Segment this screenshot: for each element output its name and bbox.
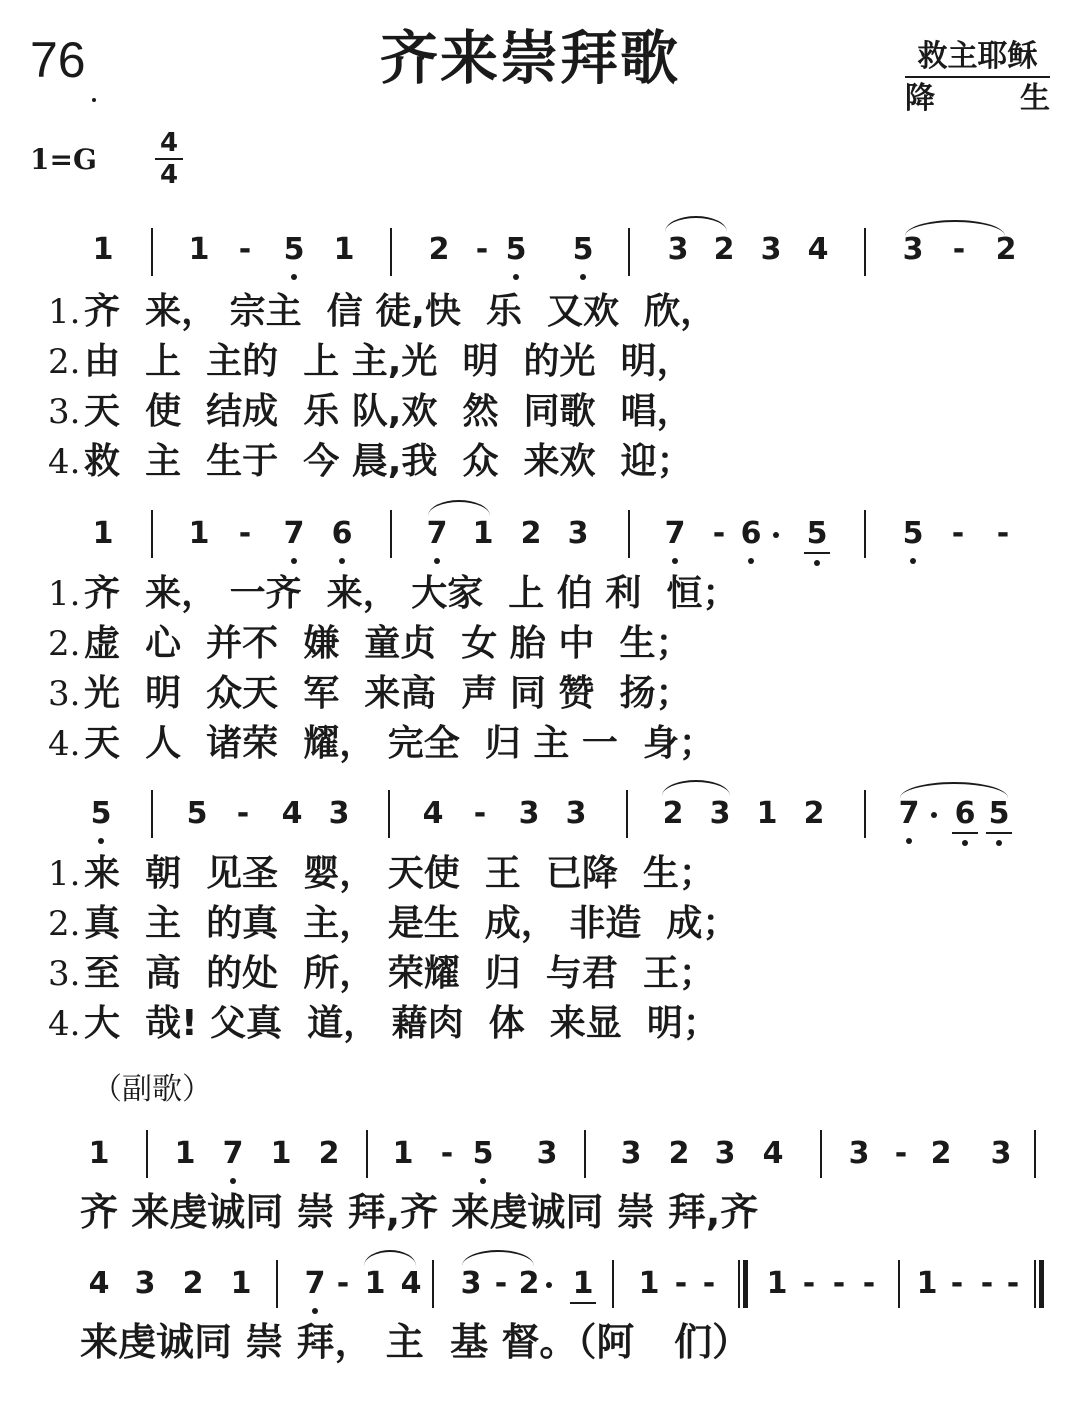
lower-octave-dot — [434, 558, 440, 564]
note: 3 — [620, 1136, 642, 1171]
note: 3 — [565, 796, 587, 831]
note: 4 — [88, 1266, 110, 1301]
note: 4 — [762, 1136, 784, 1171]
note: 1 — [230, 1266, 252, 1301]
note: 5 — [186, 796, 208, 831]
underline — [570, 1302, 596, 1304]
barline — [276, 1260, 278, 1308]
barline — [388, 790, 390, 838]
note: - — [702, 1266, 716, 1301]
time-signature-top: 4 — [155, 128, 183, 160]
note: 3 — [536, 1136, 558, 1171]
note: 2 — [428, 232, 450, 267]
note: 2 — [520, 516, 542, 551]
time-signature — [155, 128, 183, 190]
barline — [151, 510, 153, 558]
note: - — [996, 516, 1010, 551]
slur — [428, 500, 490, 516]
note: 7 — [426, 516, 448, 551]
lyric-line: 虚 心 并不 嫌 童贞 女 胎 中 生； — [84, 623, 692, 664]
note: - — [1006, 1266, 1020, 1301]
note: 1 — [472, 516, 494, 551]
verse-number: 2. — [48, 342, 81, 382]
lower-octave-dot — [996, 840, 1002, 846]
note: 3 — [328, 796, 350, 831]
barline — [366, 1130, 368, 1178]
verse-number: 3. — [48, 392, 81, 432]
note: 7 — [283, 516, 305, 551]
lower-octave-dot — [230, 1178, 236, 1184]
verse-number: 4. — [48, 442, 81, 482]
note: 3 — [990, 1136, 1012, 1171]
lyric-line: 天 使 结成 乐 队,欢 然 同歌 唱， — [84, 391, 693, 432]
note: 2 — [713, 232, 735, 267]
subtitle-line-2b: 生 — [1020, 81, 1050, 116]
note: 3 — [567, 516, 589, 551]
note: 5 — [902, 516, 924, 551]
note: 4 — [400, 1266, 422, 1301]
verse-number: 1. — [48, 292, 81, 332]
barline — [864, 790, 866, 838]
lower-octave-dot — [748, 558, 754, 564]
note: 3 — [709, 796, 731, 831]
note: 3 — [667, 232, 689, 267]
lower-octave-dot — [339, 558, 345, 564]
note: - — [862, 1266, 876, 1301]
mark-dot — [92, 98, 96, 102]
note: 6 — [740, 516, 762, 551]
note: 1 — [572, 1266, 594, 1301]
refrain-lyric-line-1: 齐 来虔诚同 崇 拜,齐 来虔诚同 崇 拜,齐 — [80, 1190, 759, 1234]
note: 3 — [902, 232, 924, 267]
barline — [628, 510, 630, 558]
note: 3 — [848, 1136, 870, 1171]
note: 1 — [92, 232, 114, 267]
lyric-line: 齐 来， 一齐 来， 大家 上 伯 利 恒； — [84, 573, 739, 614]
note: 2 — [182, 1266, 204, 1301]
time-signature-bottom: 4 — [159, 160, 179, 190]
lower-octave-dot — [906, 838, 912, 844]
lower-octave-dot — [291, 558, 297, 564]
note: 5 — [472, 1136, 494, 1171]
note: 7 — [222, 1136, 244, 1171]
note: - — [674, 1266, 688, 1301]
underline — [986, 832, 1012, 834]
note: 2 — [930, 1136, 952, 1171]
barline — [626, 790, 628, 838]
note: 7 — [304, 1266, 326, 1301]
barline — [390, 510, 392, 558]
note: 2 — [518, 1266, 540, 1301]
lower-octave-dot — [580, 274, 586, 280]
lyric-line: 光 明 众天 军 来高 声 同 赞 扬； — [84, 673, 692, 714]
note: 7 — [898, 796, 920, 831]
note: 1 — [364, 1266, 386, 1301]
slur — [364, 1250, 416, 1266]
hymn-number: 76 — [30, 32, 86, 88]
barline — [628, 228, 630, 276]
lyric-line: 大 哉! 父真 道， 藉肉 体 来显 明； — [84, 1003, 719, 1044]
barline — [584, 1130, 586, 1178]
note: 5 — [90, 796, 112, 831]
barline — [612, 1260, 614, 1308]
note: - — [950, 1266, 964, 1301]
verse-number: 2. — [48, 624, 81, 664]
note: 1 — [766, 1266, 788, 1301]
refrain-lyric-line-2: 来虔诚同 崇 拜， 主 基 督。（阿 们） — [80, 1320, 751, 1364]
slur — [462, 1250, 534, 1266]
barline — [151, 228, 153, 276]
lyric-line: 来 朝 见圣 婴， 天使 王 已降 生； — [84, 853, 715, 894]
note: 4 — [281, 796, 303, 831]
lower-octave-dot — [814, 560, 820, 566]
note: - — [832, 1266, 846, 1301]
note: 4 — [807, 232, 829, 267]
lyric-line: 齐 来， 宗主 信 徒,快 乐 又欢 欣， — [84, 291, 717, 332]
note: 1 — [270, 1136, 292, 1171]
barline — [151, 790, 153, 838]
note: 1 — [916, 1266, 938, 1301]
note: 3 — [460, 1266, 482, 1301]
lower-octave-dot — [98, 838, 104, 844]
note: 6 — [331, 516, 353, 551]
lyric-line: 天 人 诸荣 耀， 完全 归 主 一 身； — [84, 723, 715, 764]
barline — [390, 228, 392, 276]
barline — [820, 1130, 822, 1178]
note: 1 — [756, 796, 778, 831]
note: - — [712, 516, 726, 551]
note: 1 — [92, 516, 114, 551]
page-title: 齐来崇拜歌 — [380, 24, 681, 92]
lower-octave-dot — [910, 558, 916, 564]
note: - — [238, 516, 252, 551]
note: - — [494, 1266, 508, 1301]
verse-number: 3. — [48, 674, 81, 714]
note: - — [336, 1266, 350, 1301]
slur — [662, 780, 730, 796]
subtitle-line-1: 救主耶稣 — [905, 38, 1050, 78]
note: 1 — [392, 1136, 414, 1171]
lyric-line: 救 主 生于 今 晨,我 众 来欢 迎； — [84, 441, 693, 482]
barline — [864, 510, 866, 558]
barline — [864, 228, 866, 276]
note: - — [473, 796, 487, 831]
note: 3 — [760, 232, 782, 267]
augmentation-dot — [546, 1282, 552, 1288]
note: 5 — [283, 232, 305, 267]
note: - — [952, 232, 966, 267]
augmentation-dot — [773, 532, 779, 538]
augmentation-dot — [931, 812, 937, 818]
lower-octave-dot — [513, 274, 519, 280]
lyric-line: 由 上 主的 上 主,光 明 的光 明， — [84, 341, 693, 382]
note: 1 — [88, 1136, 110, 1171]
note: - — [236, 796, 250, 831]
note: 3 — [518, 796, 540, 831]
note: 2 — [318, 1136, 340, 1171]
note: 1 — [188, 232, 210, 267]
lower-octave-dot — [480, 1178, 486, 1184]
note: 1 — [638, 1266, 660, 1301]
lower-octave-dot — [291, 274, 297, 280]
barline — [432, 1260, 434, 1308]
note: 2 — [668, 1136, 690, 1171]
verse-number: 1. — [48, 854, 81, 894]
note: - — [980, 1266, 994, 1301]
key-signature: 1=G — [30, 143, 97, 176]
subtitle-line-2 — [905, 80, 1050, 118]
note: - — [238, 232, 252, 267]
note: 5 — [572, 232, 594, 267]
note: 2 — [995, 232, 1017, 267]
note: 2 — [662, 796, 684, 831]
lower-octave-dot — [672, 558, 678, 564]
note: 7 — [664, 516, 686, 551]
note: 4 — [422, 796, 444, 831]
note: - — [894, 1136, 908, 1171]
note: 2 — [803, 796, 825, 831]
note: - — [475, 232, 489, 267]
lower-octave-dot — [962, 840, 968, 846]
barline — [146, 1130, 148, 1178]
note: - — [951, 516, 965, 551]
verse-number: 2. — [48, 904, 81, 944]
verse-number: 1. — [48, 574, 81, 614]
note: 3 — [134, 1266, 156, 1301]
verse-number: 4. — [48, 1004, 81, 1044]
note: 6 — [954, 796, 976, 831]
note: 5 — [806, 516, 828, 551]
note: - — [440, 1136, 454, 1171]
underline — [952, 832, 978, 834]
lyric-line: 至 高 的处 所， 荣耀 归 与君 王； — [84, 953, 715, 994]
final-barline — [1034, 1260, 1044, 1308]
barline — [1034, 1130, 1036, 1178]
double-barline — [738, 1260, 748, 1308]
subtitle-line-2a: 降 — [905, 81, 935, 116]
note: 1 — [333, 232, 355, 267]
note: 5 — [988, 796, 1010, 831]
lower-octave-dot — [312, 1308, 318, 1314]
note: - — [802, 1266, 816, 1301]
underline — [804, 552, 830, 554]
barline — [898, 1260, 900, 1308]
note: 1 — [174, 1136, 196, 1171]
lyric-line: 真 主 的真 主， 是生 成， 非造 成； — [84, 903, 739, 944]
note: 3 — [714, 1136, 736, 1171]
verse-number: 4. — [48, 724, 81, 764]
note: 1 — [188, 516, 210, 551]
slur — [665, 216, 727, 232]
verse-number: 3. — [48, 954, 81, 994]
note: 5 — [505, 232, 527, 267]
refrain-label: （副歌） — [92, 1072, 212, 1107]
